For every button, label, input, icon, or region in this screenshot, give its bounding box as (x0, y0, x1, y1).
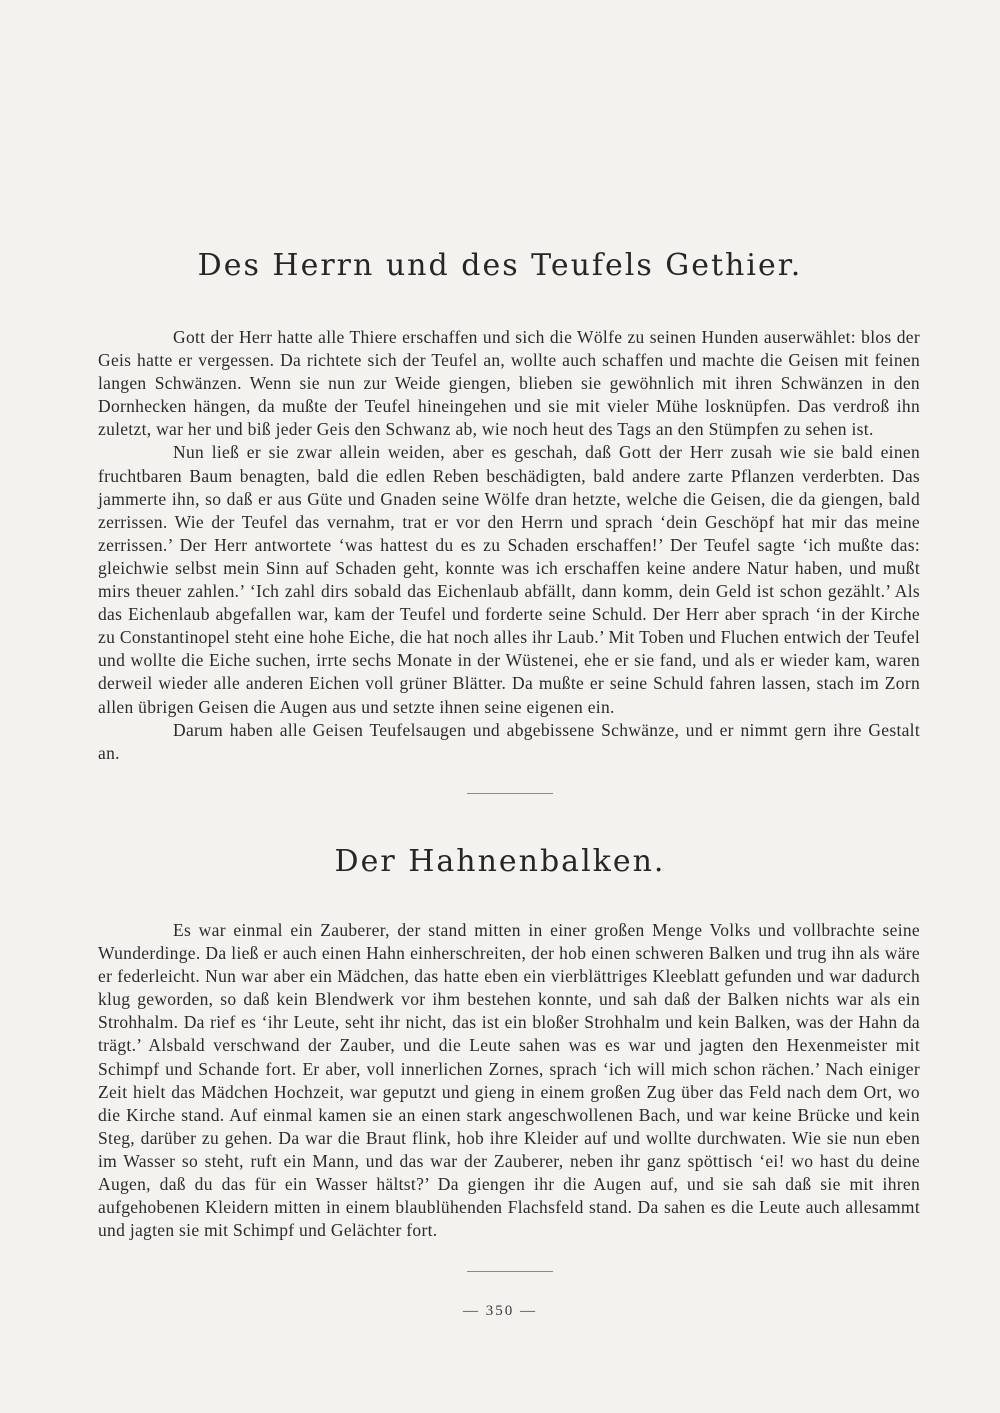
story-title-hahnenbalken: Der Hahnenbalken. (334, 844, 666, 879)
page-number: — 350 — (463, 1303, 537, 1319)
section-divider (467, 1271, 553, 1272)
section-divider (467, 793, 553, 794)
story-paragraph: Es war einmal ein Zauberer, der stand mitten in einer großen Menge Volks und vollbrachte seine Wunderdinge. Da ließ er auch einen Hahn einherschreiten, der hob einen schweren Balken und trug ihn als wäre er federleicht. Nun war aber ein Mädchen, das hatte eben ein vierblättriges Kleeblatt gefunden und war dadurch klug geworden, so daß kein Blendwerk vor ihm bestehen konnte, und sah daß der Balken nichts war als ein Strohhalm. Da rief es ‘ihr Leute, seht ihr nicht, das ist ein bloßer Strohhalm und kein Balken, was der Hahn da trägt.’ Alsbald verschwand der Zauber, und die Leute sahen was es war und jagten den Hexenmeister mit Schimpf und Schande fort. Er aber, voll innerlichen Zornes, sprach ‘ich will mich schon rächen.’ Nach einiger Zeit hielt das Mädchen Hochzeit, war geputzt und gieng in einem großen Zug über das Feld nach dem Ort, wo die Kirche stand. Auf einmal kamen sie an einen stark angeschwollenen Bach, und war keine Brücke und kein Steg, darüber zu gehen. Da war die Braut flink, hob ihre Kleider auf und wollte durchwaten. Wie sie nun eben im Wasser so steht, ruft ein Mann, und das war der Zauberer, neben ihr ganz spöttisch ‘ei! wo hast du deine Augen, daß du das für ein Wasser hältst?’ Da giengen ihr die Augen auf, und sie sah daß sie mit ihren aufgehobenen Kleidern mitten in einem blaublühenden Flachsfeld stand. Da sahen es die Leute auch allesammt und jagten sie mit Schimpf und Gelächter fort. (98, 920, 920, 1241)
story-paragraph: Darum haben alle Geisen Teufelsaugen und abgebissene Schwänze, und er nimmt gern ihre Gestalt an. (98, 719, 920, 763)
story-body-herrn-teufel (98, 326, 920, 765)
story-paragraph: Nun ließ er sie zwar allein weiden, aber es geschah, daß Gott der Herr zusah wie sie bald einen fruchtbaren Baum benagten, bald die edlen Reben beschädigten, bald andere zarte Pflanzen verderbten. Das jammerte ihn, so daß er aus Güte und Gnaden seine Wölfe dran hetzte, welche die Geisen, die da giengen, bald zerrissen. Wie der Teufel das vernahm, trat er vor den Herrn und sprach ‘dein Geschöpf hat mir das meine zerrissen.’ Der Herr antwortete ‘was hattest du es zu Schaden erschaffen!’ Der Teufel sagte ‘ich mußte das: gleichwie selbst mein Sinn auf Schaden geht, konnte was ich erschaffen keine andere Natur haben, und mußt mirs theuer zahlen.’ ‘Ich zahl dirs sobald das Eichenlaub abfällt, dann komm, dein Geld ist schon gezählt.’ Als das Eichenlaub abgefallen war, kam der Teufel und forderte seine Schuld. Der Herr aber sprach ‘in der Kirche zu Constantinopel steht eine hohe Eiche, die hat noch alles ihr Laub.’ Mit Toben und Fluchen entwich der Teufel und wollte die Eiche suchen, irrte sechs Monate in der Wüstenei, ehe er sie fand, und als er wieder kam, waren derweil wieder alle anderen Eichen voll grüner Blätter. Da mußte er seine Schuld fahren lassen, stach im Zorn allen übrigen Geisen die Augen aus und setzte ihnen seine eigenen ein. (98, 442, 920, 717)
story-body-hahnenbalken (98, 919, 920, 1242)
story-title-herrn-teufel: Des Herrn und des Teufels Gethier. (197, 248, 803, 283)
story-paragraph: Gott der Herr hatte alle Thiere erschaffen und sich die Wölfe zu seinen Hunden auserwählet: blos der Geis hatte er vergessen. Da richtete sich der Teufel an, wollte auch schaffen und machte die Geisen mit feinen langen Schwänzen. Wenn sie nun zur Weide giengen, blieben sie gewöhnlich mit ihren Schwänzen in den Dornhecken hängen, da mußte der Teufel hineingehen und sie mit vieler Mühe losknüpfen. Das verdroß ihn zuletzt, war her und biß jeder Geis den Schwanz ab, wie noch heut des Tags an den Stümpfen zu sehen ist. (98, 327, 920, 440)
